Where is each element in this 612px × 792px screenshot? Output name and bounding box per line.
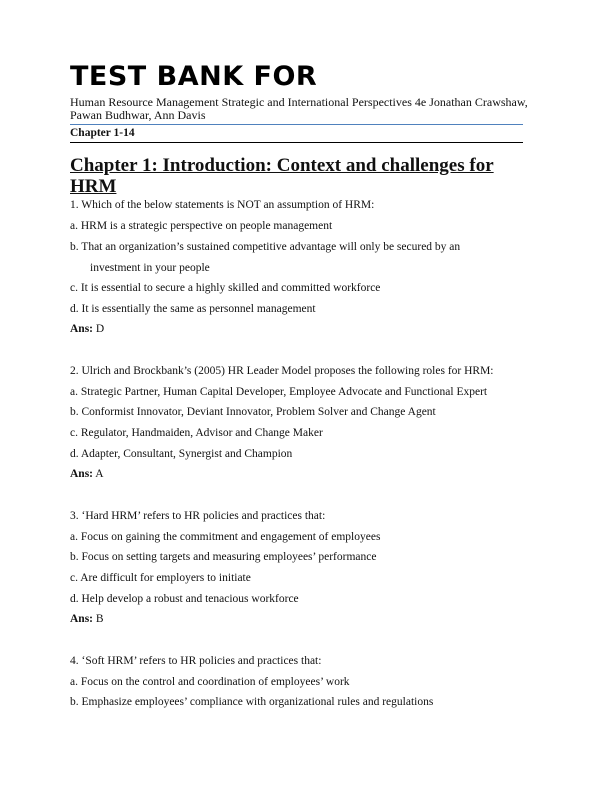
question-stem: 2. Ulrich and Brockbank’s (2005) HR Leader Model proposes the following roles for HRM: [70,365,494,377]
answer-option: a. Focus on the control and coordination of employees’ work [70,676,350,688]
answer-label: Ans: [70,468,94,480]
answer-option: b. Focus on setting targets and measuring employees’ performance [70,551,377,563]
question-stem: 4. ‘Soft HRM’ refers to HR policies and practices that: [70,655,322,667]
answer-key [70,612,104,626]
answer-value: D [95,323,105,335]
answer-value: A [95,468,104,480]
answer-option: d. It is essentially the same as personnel management [70,303,316,315]
answer-option: c. Regulator, Handmaiden, Advisor and Change Maker [70,427,323,439]
test-bank-banner: TEST BANK FOR [70,61,318,92]
answer-label: Ans: [70,323,94,335]
answer-label: Ans: [70,613,94,625]
answer-option: a. HRM is a strategic perspective on people management [70,220,333,232]
answer-option: d. Help develop a robust and tenacious workforce [70,593,299,605]
header-underline [70,142,523,143]
answer-option: a. Strategic Partner, Human Capital Developer, Employee Advocate and Functional Expert [70,386,488,398]
answer-option: b. Emphasize employees’ compliance with organizational rules and regulations [70,696,434,708]
question-stem: 3. ‘Hard HRM’ refers to HR policies and practices that: [70,510,326,522]
header-rule [70,124,523,125]
answer-option-continued: investment in your people [90,262,210,274]
answer-key [70,322,104,336]
chapter-heading: Chapter 1: Introduction: Context and challenges for HRM [70,155,494,197]
book-subtitle: Human Resource Management Strategic and International Perspectives 4e Jonathan Crawshaw, Pawan Budhwar, Ann Davis [70,95,528,122]
answer-option: c. It is essential to secure a highly skilled and committed workforce [70,282,381,294]
question-stem: 1. Which of the below statements is NOT an assumption of HRM: [70,199,375,211]
answer-option: a. Focus on gaining the commitment and engagement of employees [70,531,381,543]
answer-option: c. Are difficult for employers to initiate [70,572,251,584]
chapter-range: Chapter 1-14 [70,127,135,139]
answer-value: B [95,613,104,625]
answer-option: b. Conformist Innovator, Deviant Innovator, Problem Solver and Change Agent [70,406,436,418]
answer-key [70,467,104,481]
answer-option: d. Adapter, Consultant, Synergist and Champion [70,448,293,460]
answer-option: b. That an organization’s sustained competitive advantage will only be secured by an [70,241,461,253]
